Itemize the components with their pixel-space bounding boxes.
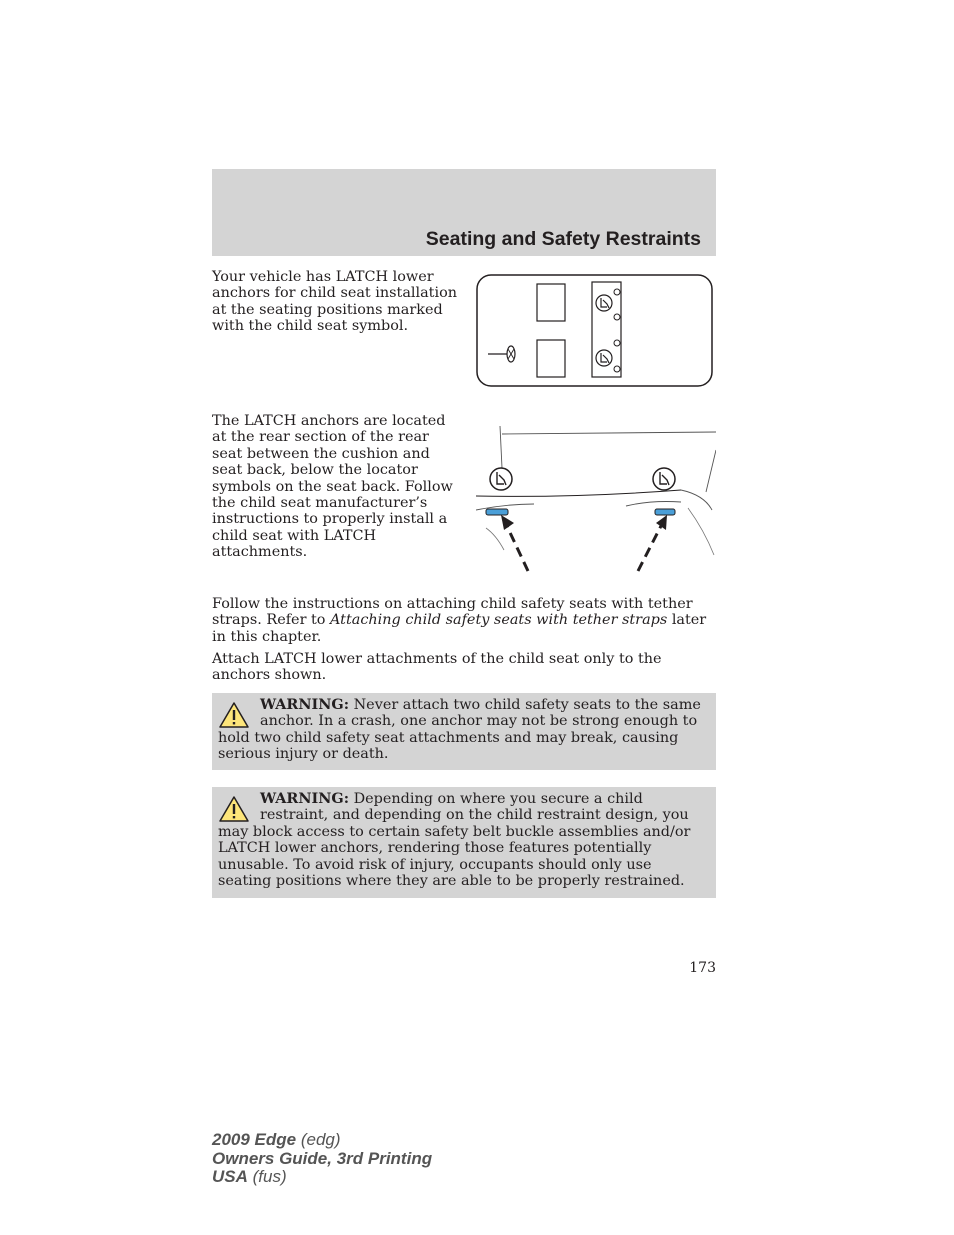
- tether-section-reference: Attaching child safety seats with tether straps: [330, 612, 668, 629]
- latch-anchor-right: [655, 509, 675, 515]
- footer-market-code: (fus): [247, 1167, 287, 1186]
- warning-box-restraint: [212, 787, 716, 898]
- tether-text-after: later in this chapter.: [212, 612, 707, 645]
- paragraph-tether-reference: [212, 596, 716, 645]
- warning-label: WARNING:: [260, 696, 350, 713]
- arrow-head-icon: [501, 515, 514, 530]
- section-header-band: [212, 169, 716, 256]
- warning-triangle-icon: [218, 795, 250, 823]
- warning-text: Never attach two child safety seats to the same anchor. In a crash, one anchor may not be strong enough to hold two child safety seat attachments and may break, causing serious injury or death.: [218, 697, 701, 763]
- document-footer: [212, 1131, 432, 1187]
- tether-text-before: Follow the instructions on attaching child safety seats with tether straps. Refer to: [212, 596, 693, 629]
- page-number: 173: [689, 960, 716, 976]
- warning-box-anchor: [212, 693, 716, 770]
- paragraph-attach-instruction: Attach LATCH lower attachments of the child seat only to the anchors shown.: [212, 651, 662, 684]
- paragraph-anchor-location: The LATCH anchors are located at the rear section of the rear seat between the cushion and seat back, below the locator symbols on the seat back. Follow the child seat manufacturer’s instructions to properly install a child seat with LATCH attachments.: [212, 413, 453, 561]
- warning-text: Depending on where you secure a child restraint, and depending on the child restraint design, you may block access to certain safety belt buckle assemblies and/or LATCH lower anchors, rendering those features potentially unusable. To avoid risk of injury, occupants should only use seating positions where they are able to be properly restrained.: [218, 791, 691, 890]
- seat-layout-diagram: [476, 274, 714, 388]
- footer-guide-edition: Owners Guide, 3rd Printing: [212, 1148, 433, 1168]
- warning-label: WARNING:: [260, 790, 350, 807]
- warning-triangle-icon: [218, 701, 250, 729]
- footer-model: 2009 Edge: [212, 1130, 297, 1149]
- latch-anchor-left: [486, 509, 508, 515]
- child-seat-symbol-icon: [653, 468, 675, 490]
- child-seat-symbol-icon: [596, 295, 612, 311]
- footer-market: USA: [212, 1167, 248, 1186]
- footer-model-code: (edg): [296, 1130, 341, 1149]
- paragraph-latch-intro: Your vehicle has LATCH lower anchors for child seat installation at the seating positions marked with the child seat symbol.: [212, 269, 457, 335]
- child-seat-symbol-icon: [490, 468, 512, 490]
- child-seat-symbol-icon: [596, 350, 612, 366]
- latch-anchor-illustration: [476, 420, 716, 575]
- section-title: Seating and Safety Restraints: [425, 228, 701, 250]
